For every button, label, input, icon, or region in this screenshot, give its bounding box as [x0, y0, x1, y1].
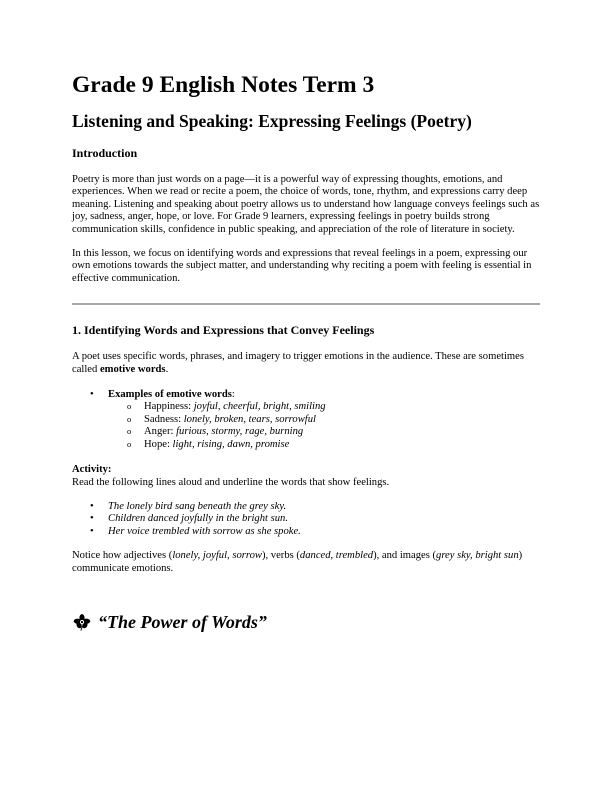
notice-images: grey sky, bright sun: [436, 550, 519, 562]
notice-text: ), and images (: [373, 550, 437, 562]
notice-text: Notice how adjectives (: [72, 550, 173, 562]
examples-label: Examples of emotive words: [108, 389, 232, 401]
examples-item: [72, 389, 540, 451]
activity-lines: [72, 501, 540, 538]
intro-heading: Introduction: [72, 146, 138, 160]
example-sadness: [72, 414, 540, 426]
example-happiness: [72, 401, 540, 413]
page-subtitle: Listening and Speaking: Expressing Feelings (Poetry): [72, 111, 472, 131]
document-page: [72, 70, 540, 633]
example-anger: [72, 426, 540, 438]
notice-verbs: danced, trembled: [299, 550, 374, 562]
emotive-words-term: emotive words: [99, 363, 166, 375]
flower-icon: [72, 613, 92, 631]
example-words: lonely, broken, tears, sorrowful: [183, 413, 316, 425]
section-divider: [72, 303, 540, 305]
paragraph-text: A poet uses specific words, phrases, and imagery to trigger emotions in the audience. These are sometimes called: [72, 351, 524, 375]
activity-line: • The lonely bird sang beneath the grey sky.: [72, 501, 540, 513]
example-label: Anger:: [144, 426, 177, 438]
examples-colon: :: [231, 389, 235, 401]
activity-instruction: Read the following lines aloud and underline the words that show feelings.: [72, 476, 390, 488]
section1-paragraph: [72, 351, 540, 376]
intro-paragraph-1: Poetry is more than just words on a page—it is a powerful way of expressing thoughts, emotions, and experiences. When we read or recite a poem, the choice of words, tone, rhythm, and expressions carry deep meaning. Listening and speaking about poetry allows us to understand how language conveys feelings such as joy, sadness, anger, hope, or love. For Grade 9 learners, expressing feelings in poetry builds strong communication skills, confidence in public speaking, and appreciation of the role of literature in society.: [72, 174, 540, 235]
example-hope: [72, 439, 540, 451]
intro-paragraph-2: In this lesson, we focus on identifying words and expressions that reveal feelings in a poem, expressing our own emotions towards the subject matter, and understanding why reciting a poem with feeling is essential in effective communication.: [72, 248, 532, 284]
poem-title-text: “The Power of Words”: [98, 611, 267, 632]
notice-paragraph: [72, 550, 540, 575]
activity-label: Activity:: [72, 464, 112, 476]
example-words: joyful, cheerful, bright, smiling: [193, 401, 326, 413]
notice-text: ) communicate emotions.: [72, 550, 523, 574]
example-label: Hope:: [144, 438, 173, 450]
activity-line: • Her voice trembled with sorrow as she spoke.: [72, 526, 540, 538]
examples-sublist: [108, 401, 540, 451]
section1-heading: 1. Identifying Words and Expressions that Convey Feelings: [72, 323, 375, 338]
notice-text: ), verbs (: [261, 550, 300, 562]
example-label: Happiness:: [144, 401, 194, 413]
examples-list: [72, 389, 540, 451]
example-words: light, rising, dawn, promise: [172, 438, 290, 450]
example-label: Sadness:: [144, 413, 184, 425]
example-words: furious, stormy, rage, burning: [176, 426, 304, 438]
page-title: Grade 9 English Notes Term 3: [72, 72, 375, 98]
notice-adjectives: lonely, joyful, sorrow: [172, 550, 262, 562]
activity-line: • Children danced joyfully in the bright sun.: [72, 513, 540, 525]
poem-title: [72, 611, 540, 633]
paragraph-text-end: .: [165, 363, 169, 375]
